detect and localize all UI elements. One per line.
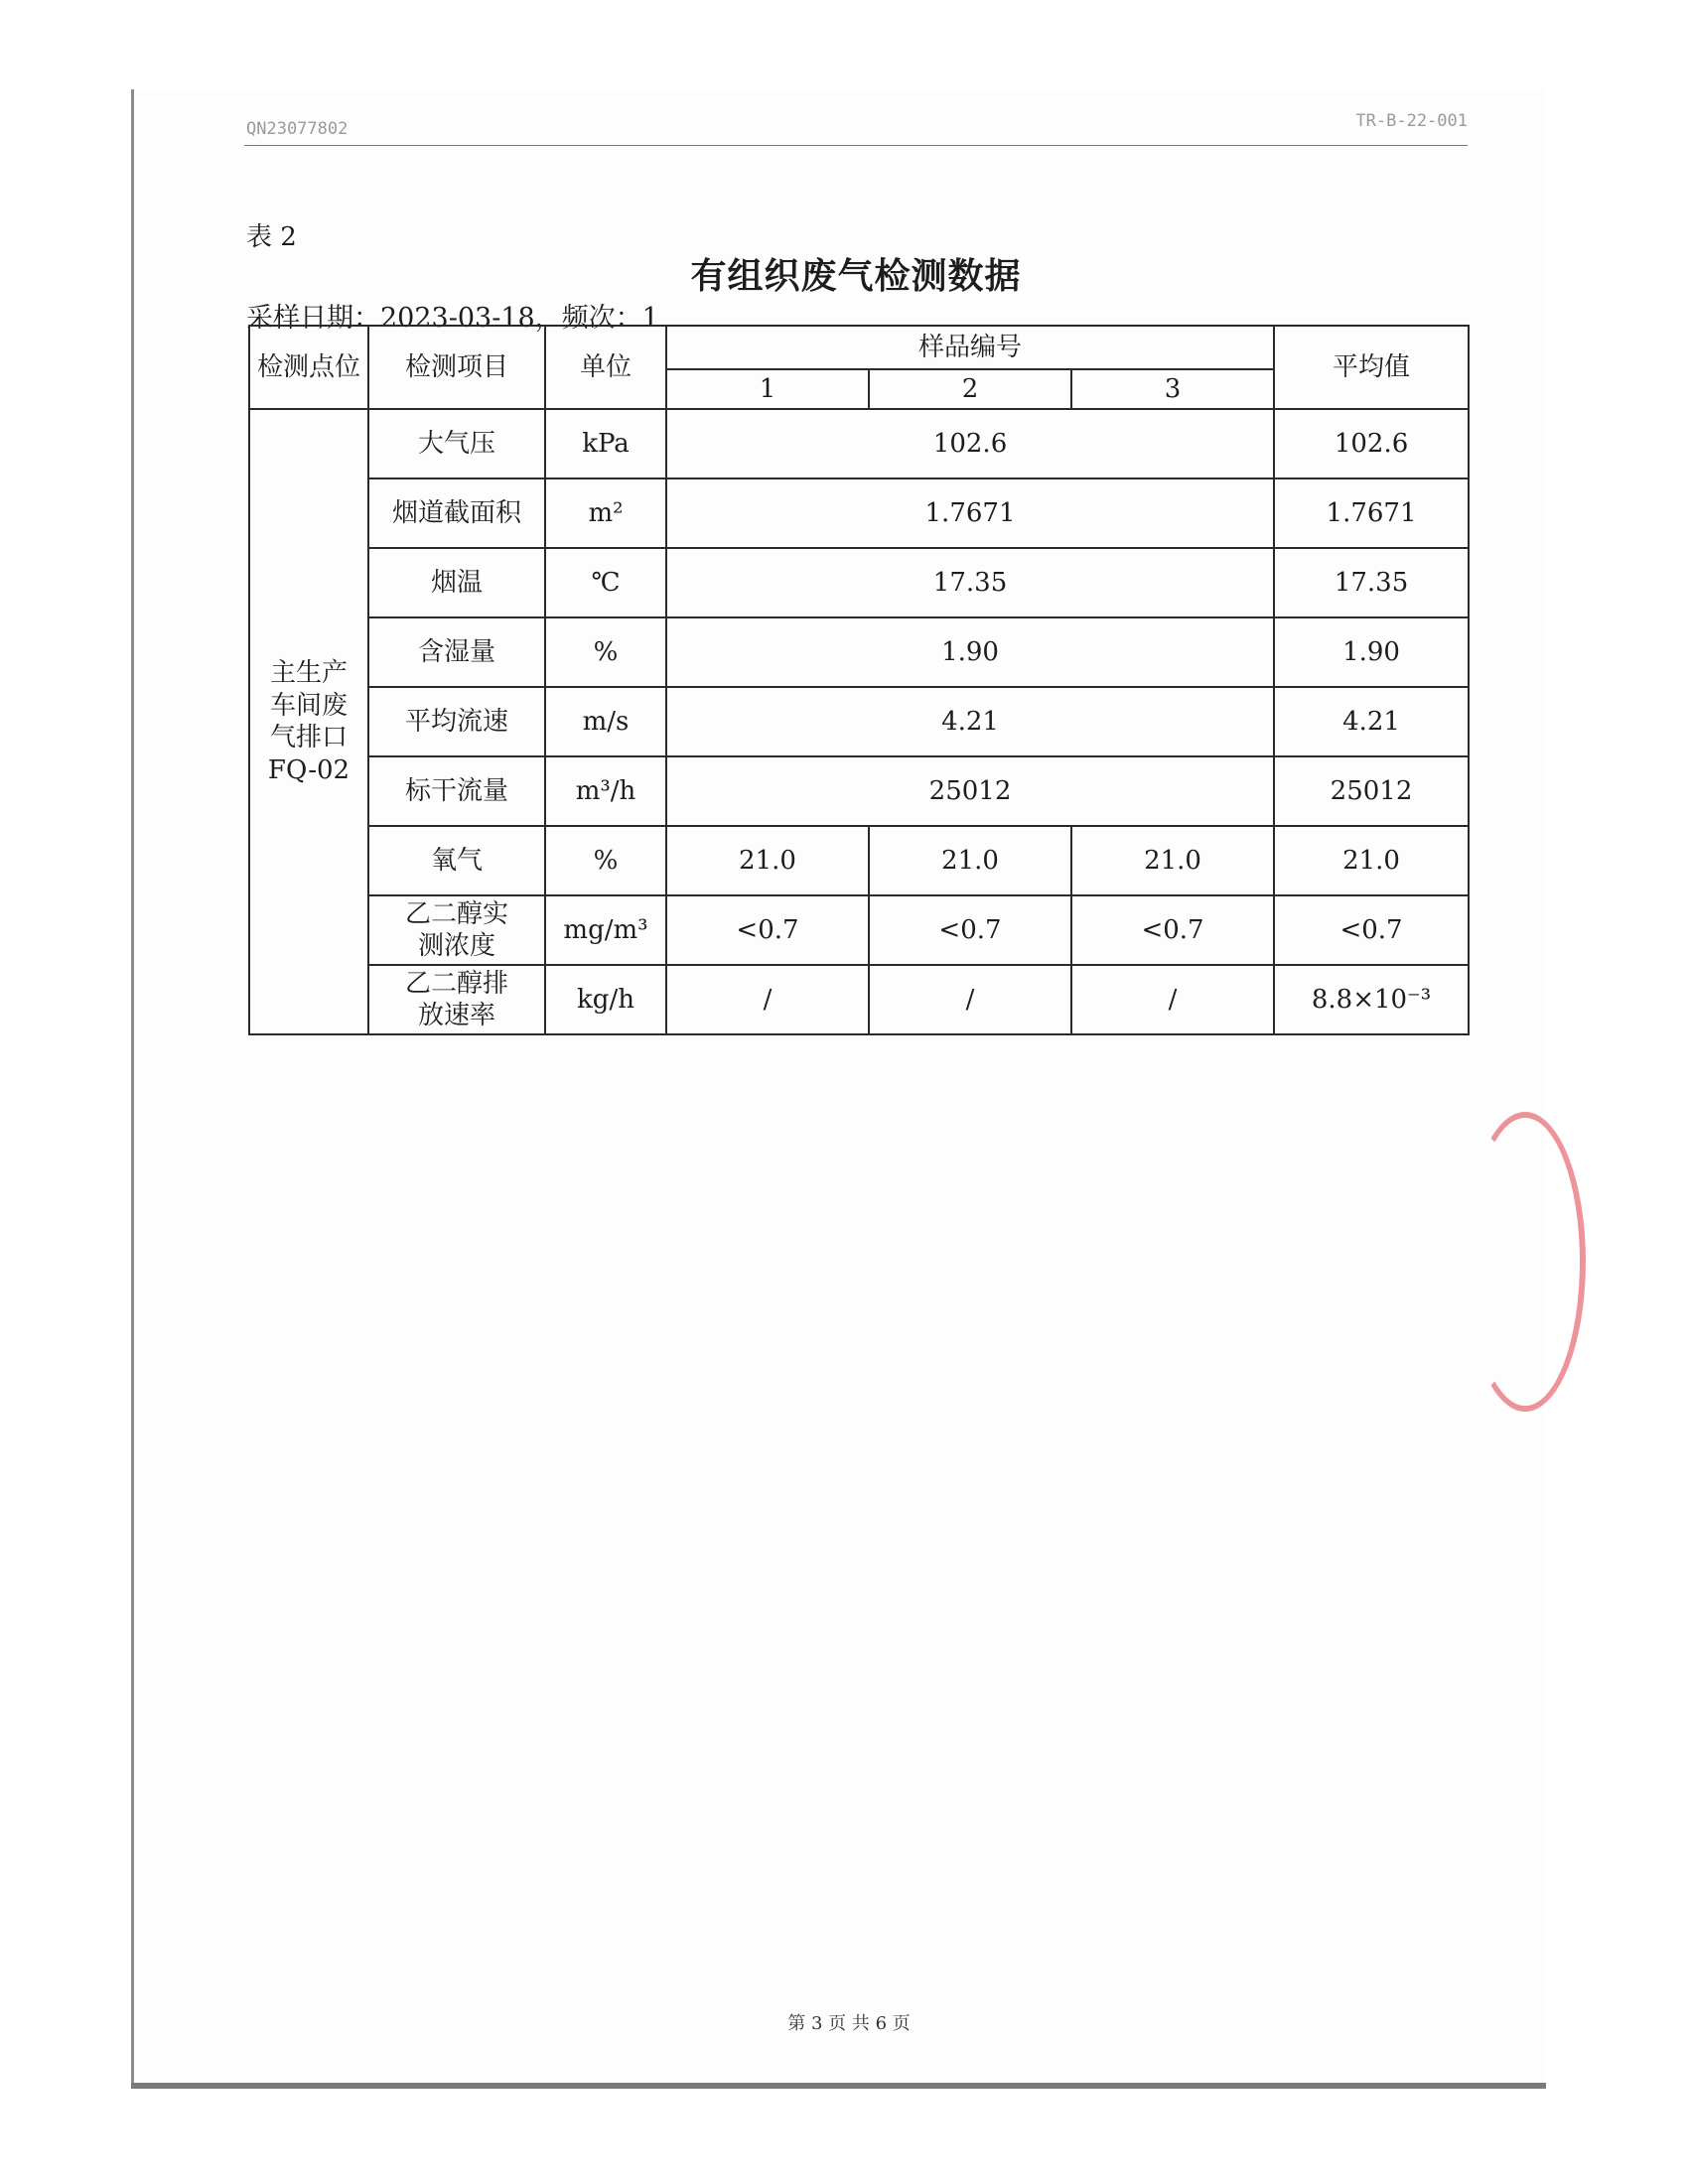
col-header-unit: 单位: [545, 326, 666, 409]
form-code: TR-B-22-001: [1355, 111, 1468, 131]
unit-cell: kPa: [545, 409, 666, 478]
unit-cell: ℃: [545, 548, 666, 617]
average-cell: 17.35: [1274, 548, 1469, 617]
item-cell: 大气压: [368, 409, 545, 478]
document-title: 有组织废气检测数据: [690, 255, 1022, 297]
value-cell: 17.35: [666, 548, 1274, 617]
average-cell: 4.21: [1274, 687, 1469, 756]
value-cell: 4.21: [666, 687, 1274, 756]
value-cell: 1.7671: [666, 478, 1274, 548]
paper-bottom-edge: [131, 2083, 1546, 2089]
col-header-item: 检测项目: [368, 326, 545, 409]
unit-cell: %: [545, 826, 666, 895]
col-header-sample-1: 1: [666, 369, 869, 409]
sample-2-cell: 21.0: [869, 826, 1071, 895]
red-seal-stamp: [1465, 1112, 1586, 1412]
sample-1-cell: 21.0: [666, 826, 869, 895]
sample-2-cell: /: [869, 965, 1071, 1034]
average-cell: 8.8×10⁻³: [1274, 965, 1469, 1034]
unit-cell: %: [545, 617, 666, 687]
col-header-sample-3: 3: [1071, 369, 1274, 409]
item-cell: 标干流量: [368, 756, 545, 826]
sampling-info: 采样日期：2023-03-18，频次：1: [246, 303, 659, 334]
average-cell: 21.0: [1274, 826, 1469, 895]
item-cell: 乙二醇实测浓度: [368, 895, 545, 965]
unit-cell: kg/h: [545, 965, 666, 1034]
item-cell: 平均流速: [368, 687, 545, 756]
average-cell: 102.6: [1274, 409, 1469, 478]
header-rule: [244, 145, 1468, 146]
average-cell: 1.7671: [1274, 478, 1469, 548]
sampling-point-cell: 主生产车间废气排口FQ-02: [249, 409, 368, 1034]
sample-3-cell: /: [1071, 965, 1274, 1034]
unit-cell: m³/h: [545, 756, 666, 826]
sample-1-cell: <0.7: [666, 895, 869, 965]
value-cell: 102.6: [666, 409, 1274, 478]
sample-3-cell: 21.0: [1071, 826, 1274, 895]
sample-2-cell: <0.7: [869, 895, 1071, 965]
item-cell: 乙二醇排放速率: [368, 965, 545, 1034]
average-cell: <0.7: [1274, 895, 1469, 965]
average-cell: 25012: [1274, 756, 1469, 826]
col-header-sample-2: 2: [869, 369, 1071, 409]
unit-cell: m/s: [545, 687, 666, 756]
item-cell: 含湿量: [368, 617, 545, 687]
col-header-point: 检测点位: [249, 326, 368, 409]
report-number: QN23077802: [246, 119, 349, 139]
unit-cell: mg/m³: [545, 895, 666, 965]
value-cell: 25012: [666, 756, 1274, 826]
unit-cell: m²: [545, 478, 666, 548]
col-header-sample-group: 样品编号: [666, 326, 1274, 369]
page-number: 第 3 页 共 6 页: [787, 2013, 911, 2034]
sample-1-cell: /: [666, 965, 869, 1034]
col-header-average: 平均值: [1274, 326, 1469, 409]
item-cell: 烟温: [368, 548, 545, 617]
value-cell: 1.90: [666, 617, 1274, 687]
average-cell: 1.90: [1274, 617, 1469, 687]
item-cell: 烟道截面积: [368, 478, 545, 548]
sample-3-cell: <0.7: [1071, 895, 1274, 965]
waste-gas-table: [248, 325, 1470, 1035]
item-cell: 氧气: [368, 826, 545, 895]
table-number: 表 2: [246, 222, 297, 252]
